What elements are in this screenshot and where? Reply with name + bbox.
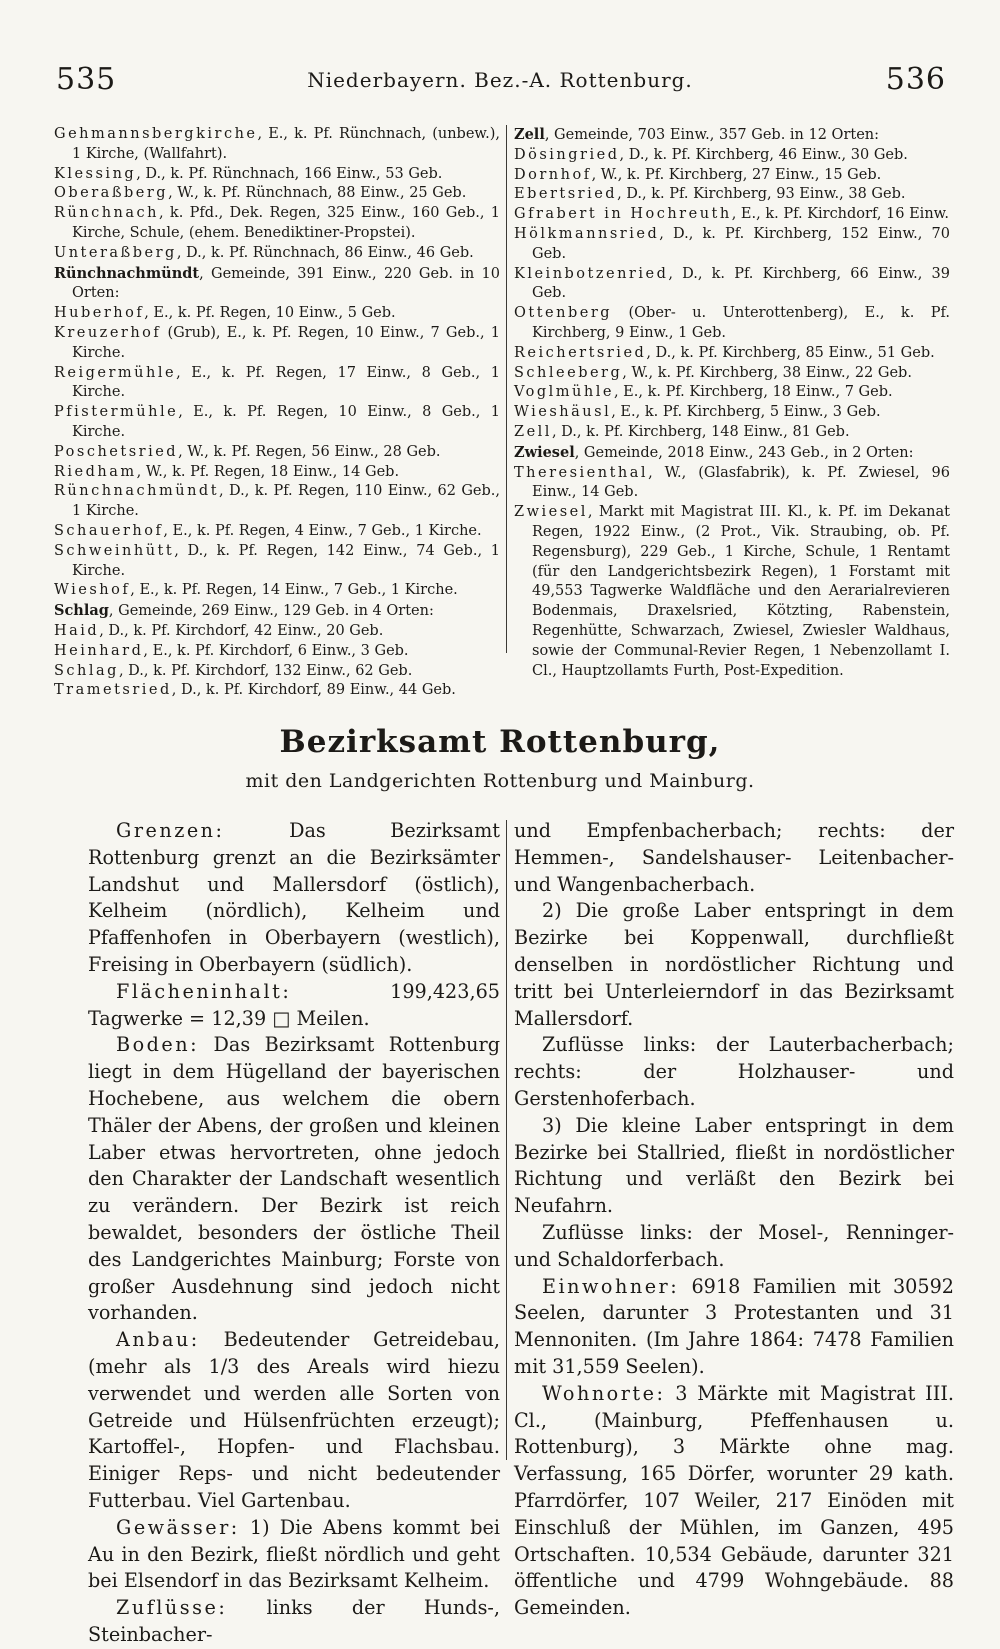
place-details: , Gemeinde, 703 Einw., 357 Geb. in 12 Orten: [544,127,880,143]
place-entry [54,244,500,264]
place-details: , D., k. Pf. Regen, 142 Einw., 74 Geb., 1 Kirche. [72,542,500,579]
place-entry [514,383,950,403]
paragraph [514,1220,954,1274]
place-details: , D., k. Pf. Kirchdorf, 132 Einw., 62 Geb. [118,662,413,679]
place-name: Schweinhütt [54,542,175,559]
place-name: Reichertsried [514,344,647,361]
place-details: , D., k. Pf. Kirchdorf, 89 Einw., 44 Geb. [171,682,456,699]
place-name: Wieshäusl [514,404,612,421]
place-details: , E., k. Pf. Kirchdorf, 16 Einw. [731,206,949,223]
paragraph-label: Flächeninhalt: [116,979,292,1003]
place-name: Rünchnachmündt [54,483,220,500]
paragraph [514,1113,954,1220]
place-details: (Grub), E., k. Pf. Regen, 10 Einw., 7 Geb., 1 Kirche. [72,324,500,361]
paragraph [514,1032,954,1112]
place-details: , W., (Glasfabrik), k. Pf. Zwiesel, 96 Einw., 14 Geb. [532,464,950,501]
paragraph-label: Zuflüsse: [116,1596,228,1620]
place-details: , E., k. Pf. Regen, 17 Einw., 8 Geb., 1 Kirche. [72,364,500,401]
paragraph-label: Anbau: [116,1328,200,1352]
paragraph-label: Gewässer: [116,1515,240,1539]
place-name: Schlag [54,662,119,679]
paragraph-text: 3 Märkte mit Magistrat III. Cl., (Mainburg, Pfeffenhausen u. Rottenburg), 3 Märkte ohne mag. Verfassung, 165 Dörfer, worunter 29 kath. Pfarrdörfer, 107 Weiler, 217 Einöden mit Einschluß der Mühlen, im Ganzen, 495 Ortschaften. 10,534 Gebäude, darunter 321 öffentliche und 4799 Wohngebäude. 88 Gemeinden. [514,1381,954,1620]
place-details: , Gemeinde, 391 Einw., 220 Geb. in 10 Orten: [72,265,500,302]
paragraph-text: Zuflüsse links: der Lauterbacherbach; rechts: der Holzhauser- und Gerstenhoferbach. [514,1033,954,1110]
place-entry [54,125,500,165]
paragraph-text: Zuflüsse links: der Mosel-, Renninger- und Schaldorferbach. [514,1220,954,1271]
paragraph-text: 2) Die große Laber entspringt in dem Bezirke bei Koppenwall, durchfließt denselben in nordöstlicher Richtung und tritt bei Unterleierndorf in das Bezirksamt Mallersdorf. [514,899,954,1030]
paragraph [88,1515,500,1595]
place-name: Dösingried [514,146,620,163]
page-header [50,62,950,102]
place-details: , E., k. Pf. Regen, 10 Einw., 5 Geb. [144,305,396,322]
place-name: Zell [514,126,545,143]
description-column-right [514,818,954,1622]
place-name: Reigermühle [54,364,177,381]
place-entry [54,324,500,364]
paragraph-label: Einwohner: [542,1274,680,1298]
place-name: Theresienthal [514,464,649,481]
place-details: , E., k. Pf. Regen, 10 Einw., 8 Geb., 1 Kirche. [72,404,500,440]
place-name: Heinhard [54,642,144,659]
paragraph-text: links der Hunds-, Steinbacher- [88,1596,500,1646]
paragraph [88,1327,500,1515]
place-name: Schleeberg [514,364,623,381]
place-entry [514,166,950,186]
paragraph-text: 3) Die kleine Laber entspringt in dem Bezirke bei Stallried, fließt in nordöstlicher Richtung und verläßt den Bezirk bei Neufahrn. [514,1113,954,1218]
place-name: Kreuzerhof [54,324,162,341]
place-entry [514,364,950,384]
section-title: Bezirksamt Rottenburg, [279,724,721,760]
place-name: Hölkmannsried [514,225,660,242]
place-name: Klessing [54,165,137,182]
place-details: , D., k. Pf. Kirchberg, 85 Einw., 51 Geb. [646,344,935,361]
place-entry [54,522,500,542]
place-name: Zwiesel [514,504,588,521]
place-entry [54,184,500,204]
page-number-right: 536 [885,62,946,97]
place-name: Kleinbotzenried [514,265,669,282]
place-details: , D., k. Pf. Kirchberg, 148 Einw., 81 Geb. [551,423,850,440]
place-entry [54,403,500,443]
paragraph [514,898,954,1032]
place-details: , D., k. Pf. Kirchberg, 93 Einw., 38 Geb. [617,186,906,203]
paragraph-label: Grenzen: [116,819,225,842]
place-name: Pfistermühle [54,404,179,421]
paragraph-text: Bedeutender Getreidebau, (mehr als 1/3 des Areals wird hiezu verwendet und werden alle Sorten von Getreide und Hülsenfrüchten erzeugt); Kartoffel-, Hopfen- und Flachsbau. Einiger Reps- und nicht bedeutender Futterbau. Viel Gartenbau. [88,1328,500,1512]
place-entry [54,662,500,682]
place-entry [514,344,950,364]
paragraph [88,979,500,1033]
place-details: , E., k. Pf. Regen, 4 Einw., 7 Geb., 1 Kirche. [163,522,482,539]
place-details: , D., k. Pf. Rünchnach, 166 Einw., 53 Geb. [136,165,443,182]
place-name: Zell [514,423,552,440]
place-details: , k. Pfd., Dek. Regen, 325 Einw., 160 Geb., 1 Kirche, Schule, (ehem. Benediktiner-Propstei). [72,205,500,241]
paragraph-text: und Empfenbacherbach; rechts: der Hemmen-, Sandelshauser- Leitenbacher- und Wangenbacherbach. [514,819,954,896]
paragraph [88,1595,500,1649]
place-name: Unteraßberg [54,244,177,261]
place-details: , D., k. Pf. Kirchberg, 152 Einw., 70 Geb. [532,225,950,262]
place-name: Voglmühle [514,384,614,401]
paragraph-text: Das Bezirksamt Rottenburg liegt in dem Hügelland der bayerischen Hochebene, aus welchem die obern Thäler der Abens, der großen und kleinen Laber etwas hervortreten, ohne jedoch den Charakter der Landschaft wesentlich zu verändern. Der Bezirk ist reich bewaldet, besonders der östliche Theil des Landgerichtes Mainburg; Forste von großer Ausdehnung sind jedoch nicht vorhanden. [88,1033,500,1325]
place-name: Wieshof [54,582,131,599]
place-name: Rünchnachmündt [54,264,200,282]
place-entry [514,464,950,504]
paragraph [514,1381,954,1622]
gazetteer-column-left [54,125,500,701]
place-entry [514,185,950,205]
gemeinde-heading [54,601,500,622]
place-details: , W., k. Pf. Regen, 18 Einw., 14 Geb. [136,463,400,480]
place-details: , E., k. Pf. Kirchberg, 18 Einw., 7 Geb. [613,384,893,401]
place-name: Rünchnach [54,205,159,222]
place-name: Haid [54,622,100,639]
place-name: Poschetsried [54,443,179,460]
paragraph-text: 1) Die Abens kommt bei Au in den Bezirk, fließt nördlich und geht bei Elsendorf in das Bezirksamt Kelheim. [88,1515,500,1593]
place-details: , D., k. Pf. Regen, 110 Einw., 62 Geb., 1 Kirche. [72,483,500,520]
place-name: Zwiesel [514,443,575,461]
paragraph [514,1274,954,1381]
place-details: , E., k. Pf. Kirchberg, 5 Einw., 3 Geb. [611,404,881,421]
place-entry [54,204,500,244]
paragraph-label: Wohnorte: [542,1381,666,1405]
place-details: , E., k. Pf. Kirchdorf, 6 Einw., 3 Geb. [143,642,409,659]
paragraph-text: 199,423,65 Tagwerke = 12,39 □ Meilen. [88,979,500,1030]
place-entry [514,403,950,423]
page-number-left: 535 [56,62,117,97]
gemeinde-heading [54,264,500,305]
running-title: Niederbayern. Bez.-A. Rottenburg. [307,68,693,92]
column-divider [506,820,507,1460]
place-entry [514,423,950,443]
place-details: , D., k. Pf. Kirchberg, 46 Einw., 30 Geb. [619,146,908,163]
place-name: Gfrabert in Hochreuth [514,206,732,223]
place-entry [54,364,500,404]
paragraph-text: Das Bezirksamt Rottenburg grenzt an die Bezirksämter Landshut und Mallersdorf (östlich), Kelheim (nördlich), Kelheim und Pfaffenhofen in Oberbayern (westlich), Freising in Oberbayern (südlich). [88,819,500,976]
place-name: Schauerhof [54,522,164,539]
place-details: , W., k. Pf. Rünchnach, 88 Einw., 25 Geb. [168,185,467,202]
place-entry [54,443,500,463]
place-details: , D., k. Pf. Kirchdorf, 42 Einw., 20 Geb. [99,622,384,639]
place-details: , Markt mit Magistrat III. Kl., k. Pf. im Dekanat Regen, 1922 Einw., (2 Prot., Vik. Straubing, ob. Pf. Regensburg), 229 Geb., 1 Kirche, Schule, 1 Rentamt (für den Landgerichtsbezirk Regen), 1 Forstamt mit 49,553 Tagwerke Waldfläche und den Aerarialrevieren Bodenmais, Draxelsried, Kötzting, Rabenstein, Regenhütte, Schwarzach, Zwiesel, Zwiesler Waldhaus, sowie der Communal-Revier Regen, 1 Nebenzollamt I. Cl., Hauptzollamts Furth, Post-Expedition. [532,504,950,679]
place-entry [54,542,500,582]
section-subtitle: mit den Landgerichten Rottenburg und Mainburg. [245,770,755,792]
place-details: , E., k. Pf. Rünchnach, (unbew.), 1 Kirche, (Wallfahrt). [72,126,500,162]
place-name: Dornhof [514,166,592,183]
place-name: Ottenberg [514,305,613,322]
place-entry [54,463,500,483]
place-details: , Gemeinde, 269 Einw., 129 Geb. in 4 Orten: [108,603,434,620]
place-entry [514,503,950,681]
place-name: Trametsried [54,682,172,699]
place-name: Huberhof [54,305,145,322]
paragraph [514,818,954,898]
place-entry [514,205,950,225]
place-details: , W., k. Pf. Regen, 56 Einw., 28 Geb. [178,443,441,460]
place-entry [514,265,950,305]
place-details: , D., k. Pf. Rünchnach, 86 Einw., 46 Geb. [176,244,474,261]
place-entry [514,304,950,344]
column-divider [506,125,507,653]
description-column-left [88,818,500,1649]
gemeinde-heading [514,125,950,146]
paragraph [88,1032,500,1327]
paragraph [88,818,500,979]
place-entry [54,165,500,185]
place-entry [514,225,950,265]
place-details: , E., k. Pf. Regen, 14 Einw., 7 Geb., 1 Kirche. [130,582,458,599]
place-details: (Ober- u. Unterottenberg), E., k. Pf. Kirchberg, 9 Einw., 1 Geb. [532,305,950,341]
place-entry [54,642,500,662]
paragraph-label: Boden: [116,1033,200,1057]
place-entry [54,304,500,324]
place-details: , W., k. Pf. Kirchberg, 27 Einw., 15 Geb. [591,166,882,183]
place-entry [514,146,950,166]
place-name: Ebertsried [514,186,618,203]
place-entry [54,581,500,601]
place-name: Oberaßberg [54,185,169,202]
gazetteer-column-right [514,125,950,681]
place-name: Gehmannsbergkirche [54,126,258,142]
place-entry [54,681,500,701]
place-details: , Gemeinde, 2018 Einw., 243 Geb., in 2 Orten: [574,444,914,461]
place-name: Schlag [54,602,109,620]
place-details: , D., k. Pf. Kirchberg, 66 Einw., 39 Geb. [532,265,950,302]
place-name: Riedham [54,463,137,480]
place-details: , W., k. Pf. Kirchberg, 38 Einw., 22 Geb. [622,364,912,381]
place-entry [54,622,500,642]
gemeinde-heading [514,443,950,464]
place-entry [54,482,500,522]
paragraph-text: 6918 Familien mit 30592 Seelen, darunter 3 Protestanten und 31 Mennoniten. (Im Jahre 1864: 7478 Familien mit 31,559 Seelen). [514,1274,954,1378]
